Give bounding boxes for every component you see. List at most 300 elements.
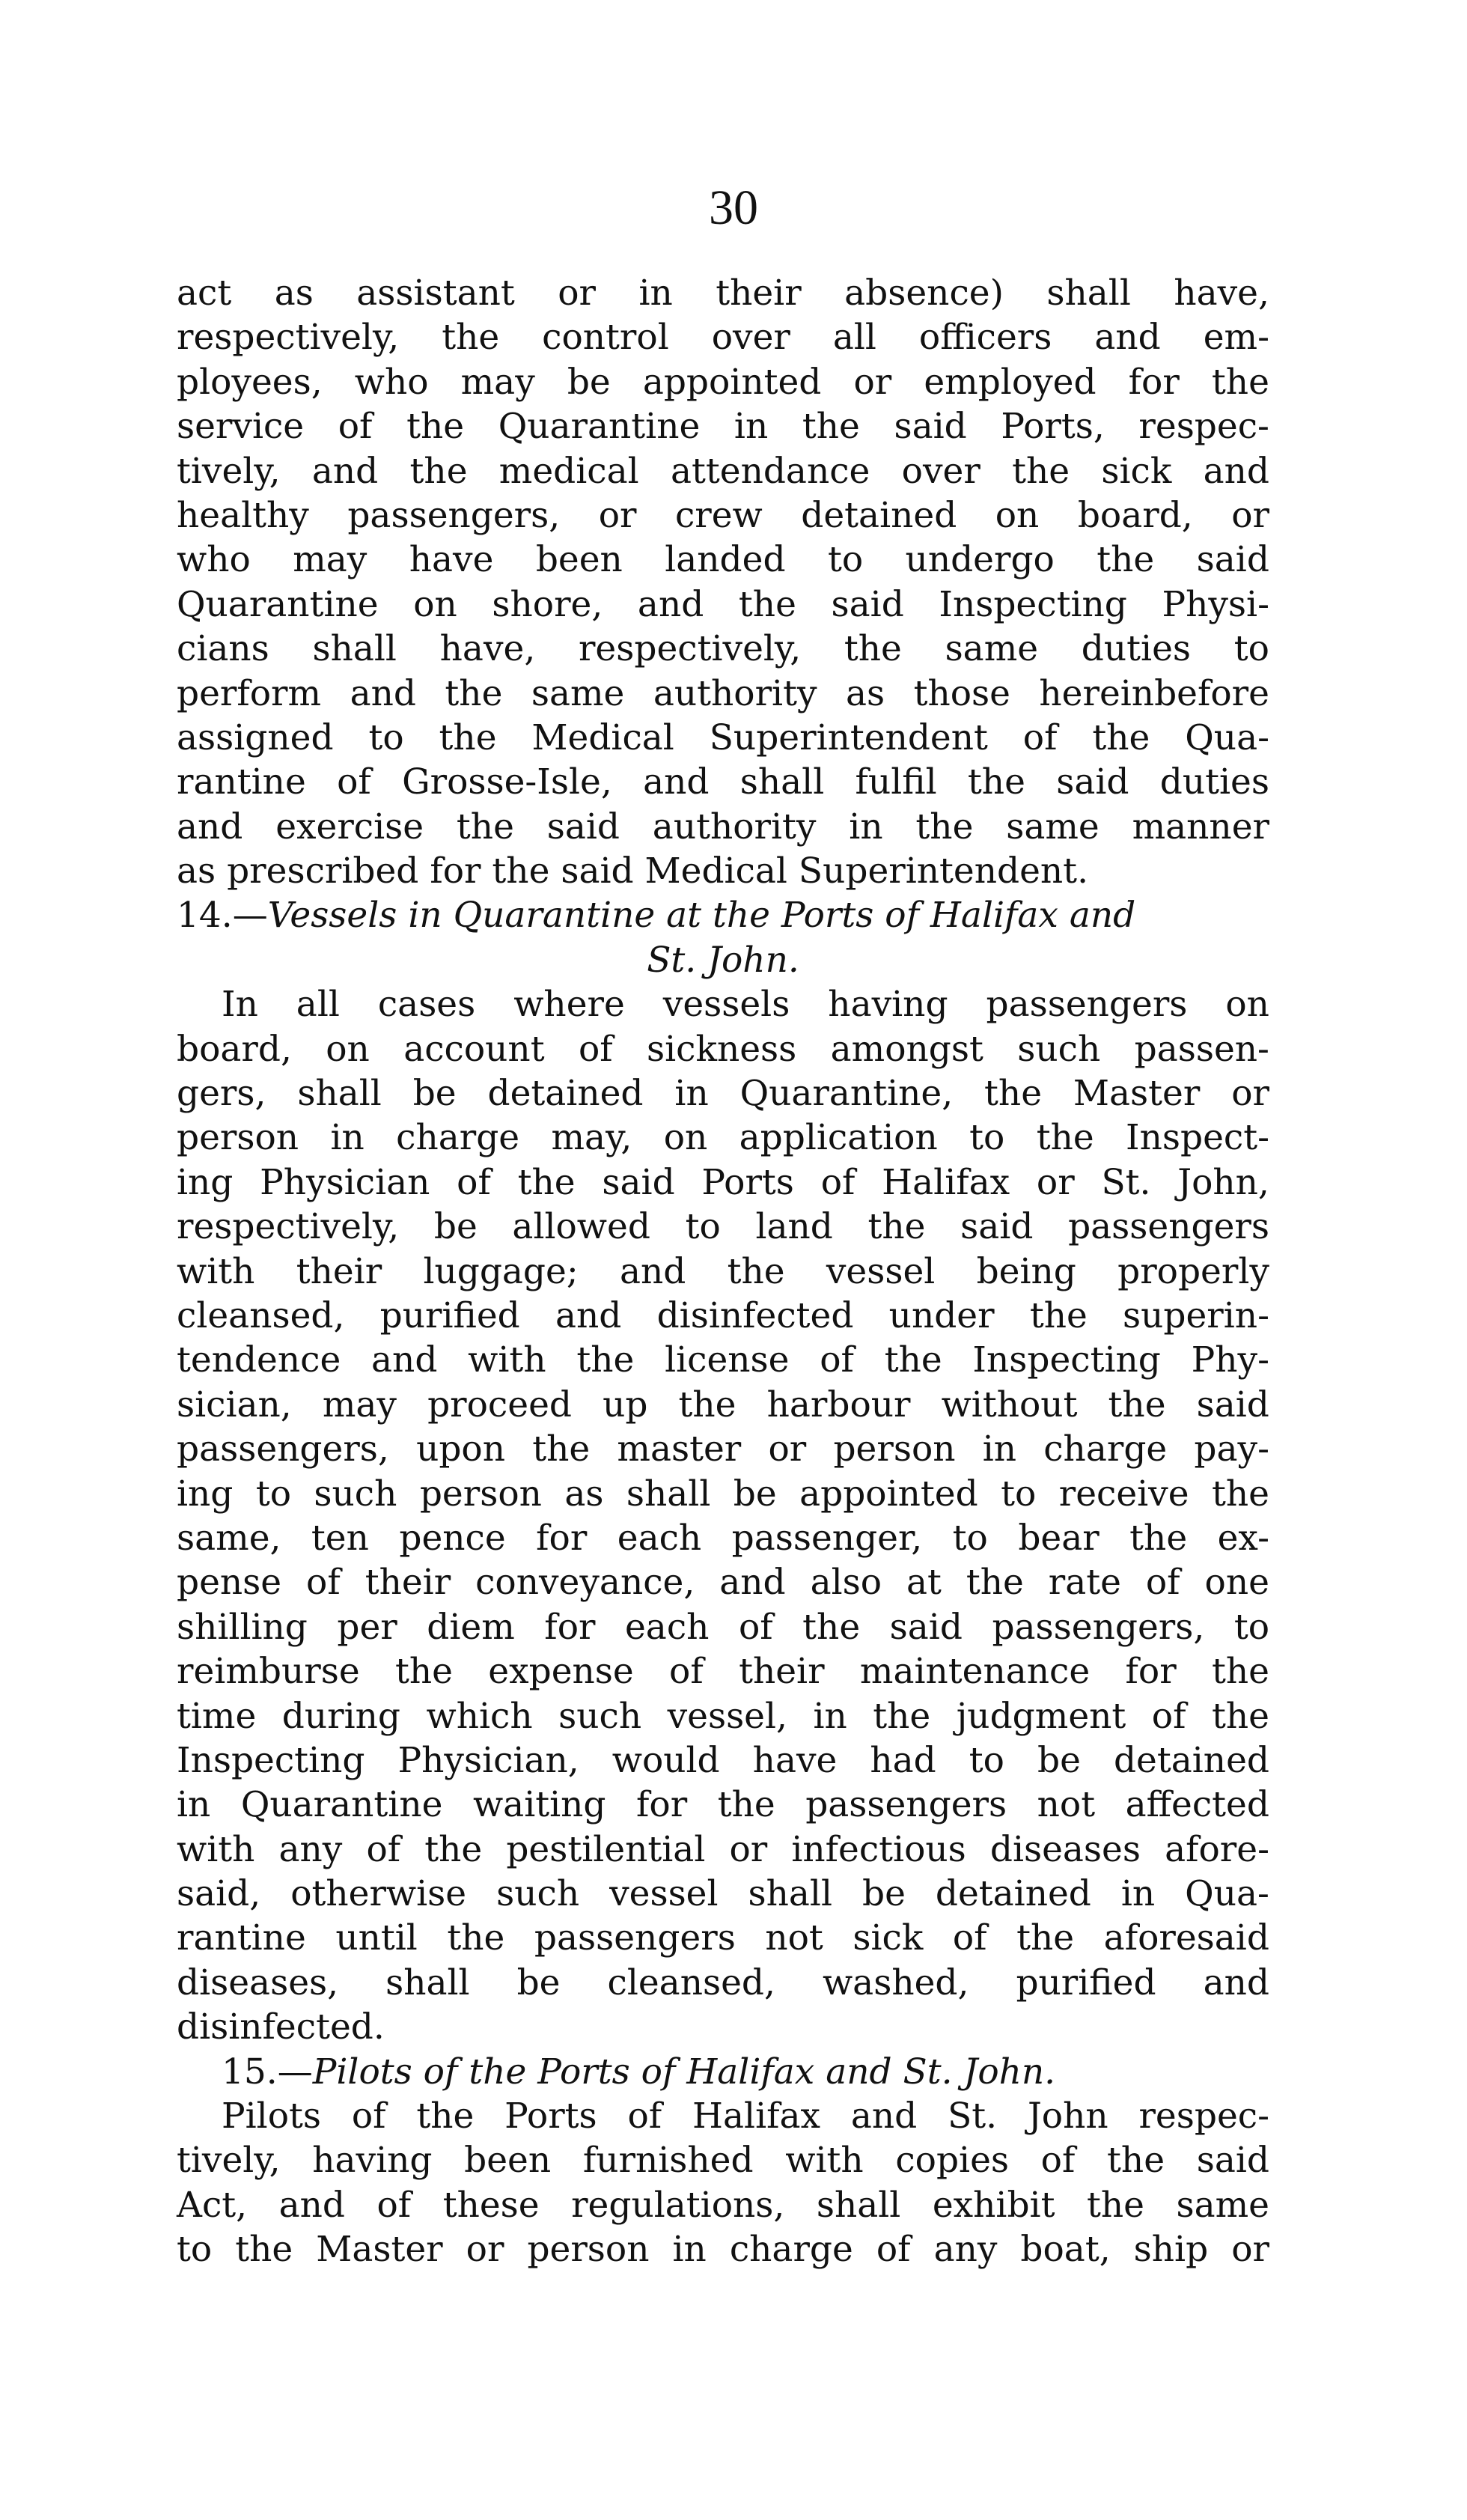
- word: the: [984, 1073, 1043, 1115]
- word: and: [637, 583, 704, 625]
- word: the: [532, 1428, 591, 1470]
- word: for: [1128, 361, 1180, 403]
- word: and: [278, 2184, 345, 2226]
- word: luggage;: [423, 1250, 579, 1292]
- word: in: [638, 273, 673, 314]
- word: healthy: [177, 494, 309, 536]
- word: charge: [1043, 1428, 1168, 1470]
- word: board,: [177, 1028, 292, 1070]
- word: diseases,: [177, 1961, 339, 2003]
- word: affected: [1125, 1784, 1269, 1826]
- word: afore-: [1165, 1828, 1269, 1870]
- word: and: [371, 1339, 438, 1381]
- word: all: [832, 317, 876, 359]
- word: officers: [918, 317, 1052, 359]
- word: also: [810, 1562, 882, 1604]
- word: shall: [626, 1473, 711, 1515]
- word: passengers,: [347, 494, 561, 536]
- word: the: [1029, 1294, 1088, 1336]
- word: being: [976, 1250, 1076, 1292]
- word: of: [876, 2229, 911, 2271]
- text-line: [177, 271, 1269, 315]
- word: over: [901, 450, 980, 492]
- word: of: [952, 1917, 987, 1959]
- word: maintenance: [859, 1651, 1091, 1693]
- word: hereinbefore: [1039, 672, 1269, 714]
- word: regulations,: [571, 2184, 785, 2226]
- text-line: [177, 449, 1269, 493]
- word: of: [820, 1161, 856, 1203]
- text-line: [177, 360, 1269, 404]
- word: as: [274, 273, 314, 314]
- word: cleansed,: [177, 1294, 345, 1336]
- word: purified: [1016, 1961, 1156, 2003]
- word: the: [445, 672, 503, 714]
- word: or: [598, 494, 637, 536]
- word: to: [368, 716, 404, 758]
- word: undergo: [905, 539, 1055, 581]
- word: authority: [653, 672, 817, 714]
- word: would: [611, 1739, 720, 1781]
- word: or: [729, 1828, 768, 1870]
- word: in: [330, 1117, 365, 1159]
- word: on: [995, 494, 1040, 536]
- word: for: [1125, 1651, 1177, 1693]
- word: assigned: [177, 716, 334, 758]
- word: all: [296, 984, 340, 1026]
- word: said: [602, 1161, 675, 1203]
- word: pestilential: [506, 1828, 706, 1870]
- word: to: [827, 539, 864, 581]
- word: respectively,: [177, 1206, 400, 1248]
- text-line: [177, 1294, 1269, 1338]
- word: person: [833, 1428, 956, 1470]
- word: or: [853, 361, 892, 403]
- word: in: [1120, 1873, 1156, 1915]
- word: otherwise: [290, 1873, 467, 1915]
- word: said: [1196, 539, 1269, 581]
- word: to: [1233, 1606, 1269, 1648]
- word: and: [1094, 317, 1161, 359]
- word: to: [255, 1473, 291, 1515]
- word: em-: [1203, 317, 1269, 359]
- word: until: [335, 1917, 418, 1959]
- word: cians: [177, 628, 269, 670]
- word: who: [354, 361, 429, 403]
- word: rate: [1048, 1562, 1121, 1604]
- word: the: [727, 1250, 785, 1292]
- word: the: [802, 406, 860, 448]
- word: passengers,: [177, 1428, 389, 1470]
- word: time: [177, 1695, 257, 1737]
- word: superin-: [1123, 1294, 1269, 1336]
- word: the: [1016, 1917, 1075, 1959]
- word: Pilots: [222, 2096, 321, 2137]
- word: bear: [1018, 1517, 1100, 1559]
- word: duties: [1081, 628, 1192, 670]
- word: during: [281, 1695, 401, 1737]
- word: be: [567, 361, 611, 403]
- word: pence: [399, 1517, 506, 1559]
- word: of: [669, 1651, 704, 1693]
- word: the: [873, 1695, 931, 1737]
- text-line: [177, 1827, 1269, 1872]
- text-line: [177, 1205, 1269, 1249]
- text-line: [177, 2227, 1269, 2271]
- word: the: [442, 317, 500, 359]
- word: tendence: [177, 1339, 341, 1381]
- word: service: [177, 406, 305, 448]
- word: of: [366, 1828, 401, 1870]
- word: where: [513, 984, 625, 1026]
- word: reimburse: [177, 1651, 360, 1693]
- word: passengers: [534, 1917, 736, 1959]
- word: act: [177, 273, 232, 314]
- word: ship: [1133, 2229, 1209, 2271]
- word: landed: [665, 539, 786, 581]
- word: the: [967, 761, 1025, 803]
- word: each: [624, 1606, 710, 1648]
- text-line: [177, 2138, 1269, 2182]
- word: be: [412, 1073, 457, 1115]
- word: of: [1022, 716, 1058, 758]
- word: the: [1097, 539, 1155, 581]
- word: Master: [316, 2229, 443, 2271]
- word: be: [433, 1206, 478, 1248]
- word: Superintendent: [709, 716, 988, 758]
- word: their: [365, 1562, 451, 1604]
- word: the: [406, 406, 465, 448]
- word: for: [536, 1517, 588, 1559]
- word: the: [867, 1206, 926, 1248]
- section-15-title: Pilots of the Ports of Halifax and St. John.: [312, 2051, 1056, 2093]
- word: with: [177, 1250, 255, 1292]
- word: diem: [427, 1606, 515, 1648]
- word: the: [966, 1562, 1024, 1604]
- word: ing: [177, 1161, 234, 1203]
- word: detained: [935, 1873, 1091, 1915]
- word: manner: [1132, 806, 1269, 847]
- word: sickness: [647, 1028, 797, 1070]
- word: said: [960, 1206, 1034, 1248]
- word: to: [1001, 1473, 1037, 1515]
- word: have: [752, 1739, 838, 1781]
- word: any: [933, 2229, 998, 2271]
- word: each: [617, 1517, 702, 1559]
- word: may: [322, 1384, 397, 1425]
- word: or: [558, 273, 596, 314]
- word: without: [941, 1384, 1078, 1425]
- word: shall: [312, 628, 397, 670]
- word: Qua-: [1185, 1873, 1269, 1915]
- word: Quarantine: [240, 1784, 443, 1826]
- word: for: [636, 1784, 688, 1826]
- word: the: [409, 450, 468, 492]
- word: their: [739, 1651, 825, 1693]
- word: or: [1231, 1073, 1269, 1115]
- word: in: [674, 1073, 709, 1115]
- word: be: [516, 1961, 561, 2003]
- word: Phy-: [1191, 1339, 1269, 1381]
- word: the: [517, 1161, 576, 1203]
- text-line: [177, 582, 1269, 627]
- word: ing: [177, 1473, 234, 1515]
- text-line: [177, 805, 1269, 849]
- word: respectively,: [177, 317, 400, 359]
- word: furnished: [582, 2140, 754, 2182]
- word: said: [546, 806, 620, 847]
- word: of: [738, 1606, 773, 1648]
- word: amongst: [830, 1028, 983, 1070]
- word: passengers: [805, 1784, 1007, 1826]
- word: Ports: [701, 1161, 794, 1203]
- word: same,: [177, 1517, 281, 1559]
- word: gers,: [177, 1073, 266, 1115]
- word: Master: [1073, 1073, 1201, 1115]
- text-line: [177, 716, 1269, 760]
- word: may: [460, 361, 535, 403]
- text-line: [177, 1160, 1269, 1205]
- word: said: [831, 583, 904, 625]
- word: the: [576, 1339, 635, 1381]
- word: said: [889, 1606, 963, 1648]
- word: with: [468, 1339, 546, 1381]
- document-body: [177, 271, 1269, 2272]
- word: harbour: [766, 1384, 911, 1425]
- word: have: [409, 539, 494, 581]
- word: assistant: [356, 273, 515, 314]
- word: rantine: [177, 761, 306, 803]
- word: account: [403, 1028, 545, 1070]
- word: have,: [439, 628, 536, 670]
- text-line: [177, 1738, 1269, 1783]
- word: cases: [377, 984, 476, 1026]
- word: who: [177, 539, 251, 581]
- word: of: [306, 1562, 341, 1604]
- word: of: [578, 1028, 613, 1070]
- section-14-heading: [177, 893, 1269, 937]
- word: the: [1086, 2184, 1144, 2226]
- word: and: [619, 1250, 686, 1292]
- word: Halifax: [882, 1161, 1010, 1203]
- word: Inspecting: [972, 1339, 1161, 1381]
- word: Quarantine: [498, 406, 701, 448]
- word: shall: [739, 761, 825, 803]
- word: passengers: [986, 984, 1188, 1026]
- word: Physician: [260, 1161, 430, 1203]
- word: such: [558, 1695, 642, 1737]
- word: the: [678, 1384, 736, 1425]
- text-line: [177, 2183, 1269, 2227]
- word: upon: [416, 1428, 505, 1470]
- word: and: [350, 672, 416, 714]
- section-15-number: 15.—: [222, 2051, 313, 2093]
- text-line: disinfected.: [177, 2006, 385, 2048]
- word: Act,: [177, 2184, 248, 2226]
- section-14-number: 14.—: [177, 895, 268, 937]
- word: same: [1006, 806, 1100, 847]
- word: the: [1107, 2140, 1165, 2182]
- word: passengers,: [992, 1606, 1205, 1648]
- word: vessel: [826, 1250, 936, 1292]
- word: be: [1037, 1739, 1081, 1781]
- word: having: [312, 2140, 433, 2182]
- word: judgment: [956, 1695, 1126, 1737]
- word: or: [1231, 494, 1269, 536]
- word: Inspecting: [177, 1739, 365, 1781]
- word: fulfil: [855, 761, 937, 803]
- word: of: [1040, 2140, 1076, 2182]
- word: the: [1108, 1384, 1166, 1425]
- word: properly: [1117, 1250, 1269, 1292]
- word: In: [222, 984, 258, 1026]
- text-line: [177, 1516, 1269, 1560]
- word: duties: [1159, 761, 1269, 803]
- word: sick: [853, 1917, 924, 1959]
- word: and: [1203, 1961, 1269, 2003]
- text-line: [177, 1916, 1269, 1960]
- word: sick: [1101, 450, 1172, 492]
- word: respec-: [1138, 406, 1269, 448]
- word: detained: [1113, 1739, 1269, 1781]
- word: one: [1204, 1562, 1269, 1604]
- word: in: [982, 1428, 1017, 1470]
- word: person: [419, 1473, 542, 1515]
- word: allowed: [512, 1206, 650, 1248]
- word: up: [603, 1384, 648, 1425]
- word: the: [1092, 716, 1150, 758]
- word: have,: [1174, 273, 1269, 314]
- word: passengers: [1068, 1206, 1269, 1248]
- word: with: [177, 1828, 255, 1870]
- word: charge: [729, 2229, 853, 2271]
- word: Quarantine,: [739, 1073, 954, 1115]
- text-line: [177, 982, 1269, 1026]
- word: of: [1151, 1695, 1186, 1737]
- text-line: [177, 493, 1269, 538]
- word: vessels: [662, 984, 790, 1026]
- text-line: [177, 2094, 1269, 2138]
- word: John: [1027, 2096, 1108, 2137]
- word: in: [734, 406, 769, 448]
- word: said: [1056, 761, 1129, 803]
- word: board,: [1077, 494, 1193, 536]
- word: of: [820, 1339, 854, 1381]
- paragraph-2: [177, 982, 1269, 2049]
- word: infectious: [791, 1828, 966, 1870]
- word: as: [564, 1473, 604, 1515]
- word: the: [1036, 1117, 1094, 1159]
- word: Quarantine: [177, 583, 379, 625]
- word: charge: [396, 1117, 520, 1159]
- word: and: [850, 2096, 918, 2137]
- word: Inspecting: [939, 583, 1127, 625]
- word: proceed: [427, 1384, 572, 1425]
- word: and: [311, 450, 379, 492]
- word: the: [884, 1339, 942, 1381]
- word: the: [1211, 361, 1269, 403]
- word: ten: [311, 1517, 369, 1559]
- word: of: [337, 761, 371, 803]
- word: absence): [844, 273, 1004, 314]
- word: attendance: [670, 450, 870, 492]
- word: land: [755, 1206, 833, 1248]
- word: and: [555, 1294, 622, 1336]
- word: detained: [487, 1073, 644, 1115]
- word: tively,: [177, 2140, 281, 2182]
- word: said,: [177, 1873, 261, 1915]
- word: tively,: [177, 450, 281, 492]
- word: aforesaid: [1103, 1917, 1269, 1959]
- word: the: [416, 2096, 475, 2137]
- word: shall: [1046, 273, 1131, 314]
- word: exercise: [275, 806, 424, 847]
- word: respec-: [1138, 2096, 1269, 2137]
- word: same: [945, 628, 1039, 670]
- word: their: [716, 273, 802, 314]
- word: and: [1203, 450, 1269, 492]
- word: on: [663, 1117, 708, 1159]
- word: same: [1176, 2184, 1269, 2226]
- word: shall: [297, 1073, 382, 1115]
- word: be: [733, 1473, 777, 1515]
- word: been: [464, 2140, 552, 2182]
- text-line: [177, 315, 1269, 359]
- word: the: [235, 2229, 293, 2271]
- word: of: [376, 2184, 412, 2226]
- word: said: [1196, 2140, 1269, 2182]
- paragraph-3: [177, 2094, 1269, 2272]
- text-line: [177, 1605, 1269, 1649]
- word: the: [717, 1784, 775, 1826]
- text-line: as prescribed for the said Medical Superintendent.: [177, 850, 1089, 892]
- word: passen-: [1134, 1028, 1269, 1070]
- word: ex-: [1217, 1517, 1269, 1559]
- word: washed,: [822, 1961, 969, 2003]
- word: been: [535, 539, 623, 581]
- word: authority: [652, 806, 817, 847]
- word: application: [739, 1117, 938, 1159]
- word: which: [426, 1695, 533, 1737]
- word: under: [888, 1294, 995, 1336]
- word: may,: [551, 1117, 632, 1159]
- word: in: [177, 1784, 211, 1826]
- word: Medical: [531, 716, 674, 758]
- word: may: [293, 539, 367, 581]
- word: person: [177, 1117, 299, 1159]
- word: such: [1017, 1028, 1101, 1070]
- word: conveyance,: [475, 1562, 695, 1604]
- text-line: [177, 1338, 1269, 1382]
- word: of: [351, 2096, 386, 2137]
- word: to: [1233, 628, 1269, 670]
- word: control: [542, 317, 669, 359]
- word: vessel: [609, 1873, 719, 1915]
- word: the: [1211, 1695, 1269, 1737]
- word: and: [177, 806, 243, 847]
- word: to: [952, 1517, 988, 1559]
- word: rantine: [177, 1917, 306, 1959]
- text-line: [177, 672, 1269, 716]
- word: purified: [379, 1294, 520, 1336]
- word: exhibit: [932, 2184, 1055, 2226]
- text-line: [177, 1071, 1269, 1116]
- word: to: [685, 1206, 721, 1248]
- word: their: [296, 1250, 382, 1292]
- word: these: [442, 2184, 540, 2226]
- word: appointed: [799, 1473, 978, 1515]
- text-line: [177, 1027, 1269, 1071]
